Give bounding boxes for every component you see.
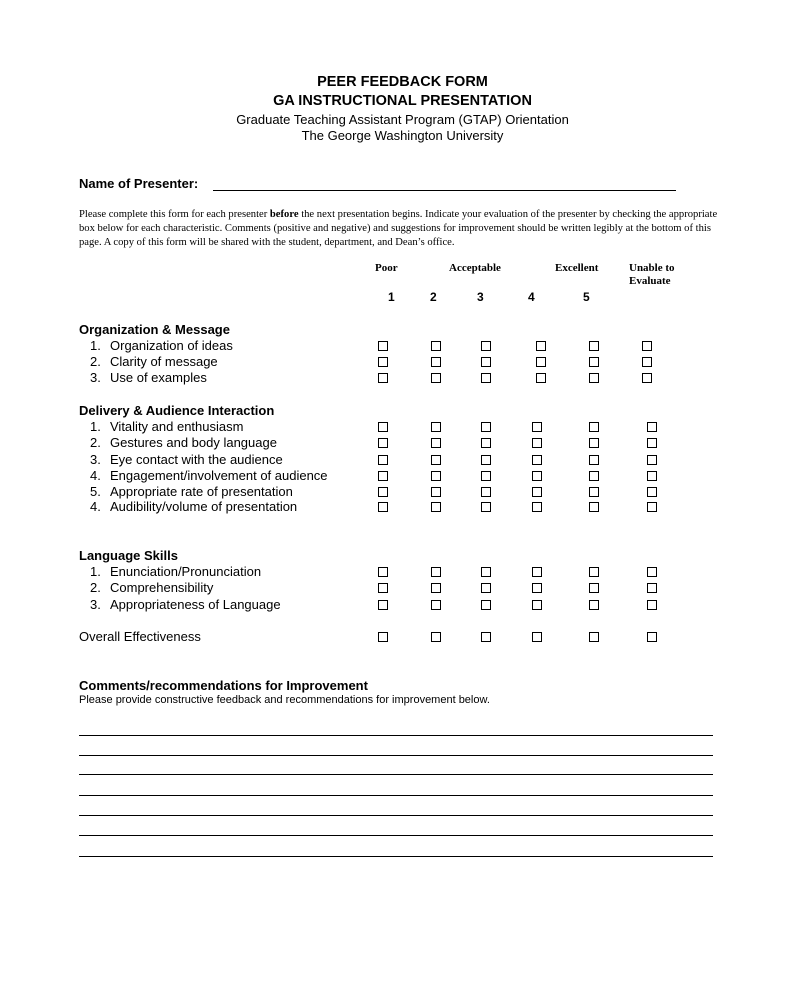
scale-number-5: 5 (583, 290, 590, 304)
overall-effectiveness-label: Overall Effectiveness (79, 629, 201, 644)
checkbox-comprehensibility-5[interactable] (589, 583, 599, 593)
checkbox-use-of-examples-1[interactable] (378, 373, 388, 383)
checkbox-gestures-4[interactable] (532, 438, 542, 448)
checkbox-gestures-5[interactable] (589, 438, 599, 448)
checkbox-rate-3[interactable] (481, 487, 491, 497)
checkbox-clarity-of-message-3[interactable] (481, 357, 491, 367)
university-name: The George Washington University (301, 128, 504, 143)
item-enunciation: 1. Enunciation/Pronunciation (90, 564, 262, 579)
item-clarity-of-message: 2. Clarity of message (90, 354, 218, 369)
checkbox-clarity-of-message-5[interactable] (589, 357, 599, 367)
checkbox-use-of-examples-3[interactable] (481, 373, 491, 383)
checkbox-vitality-3[interactable] (481, 422, 491, 432)
checkbox-engagement-3[interactable] (481, 471, 491, 481)
checkbox-gestures-3[interactable] (481, 438, 491, 448)
presenter-name-field[interactable] (213, 190, 676, 191)
comment-writing-line[interactable] (79, 755, 713, 756)
checkbox-clarity-of-message-4[interactable] (536, 357, 546, 367)
comment-writing-line[interactable] (79, 774, 713, 775)
instructions-part-1: Please complete this form for each presenter (79, 209, 270, 220)
checkbox-overall-effectiveness-1[interactable] (378, 632, 388, 642)
checkbox-rate-2[interactable] (431, 487, 441, 497)
comment-writing-line[interactable] (79, 856, 713, 857)
checkbox-vitality-1[interactable] (378, 422, 388, 432)
checkbox-comprehensibility-2[interactable] (431, 583, 441, 593)
checkbox-appropriateness-5[interactable] (589, 600, 599, 610)
checkbox-use-of-examples-5[interactable] (589, 373, 599, 383)
checkbox-vitality-5[interactable] (589, 422, 599, 432)
checkbox-comprehensibility-3[interactable] (481, 583, 491, 593)
comments-title: Comments/recommendations for Improvement (79, 678, 368, 693)
checkbox-overall-effectiveness-5[interactable] (589, 632, 599, 642)
checkbox-gestures-2[interactable] (431, 438, 441, 448)
scale-number-4: 4 (528, 290, 535, 304)
checkbox-enunciation-unable[interactable] (647, 567, 657, 577)
item-vitality: 1. Vitality and enthusiasm (90, 419, 244, 434)
checkbox-enunciation-1[interactable] (378, 567, 388, 577)
form-subtitle: GA INSTRUCTIONAL PRESENTATION (273, 93, 532, 109)
scale-label-unable: Unable to Evaluate (629, 262, 675, 287)
checkbox-engagement-2[interactable] (431, 471, 441, 481)
instructions-text (79, 208, 719, 250)
checkbox-organization-of-ideas-unable[interactable] (642, 341, 652, 351)
comment-writing-line[interactable] (79, 835, 713, 836)
checkbox-organization-of-ideas-4[interactable] (536, 341, 546, 351)
checkbox-organization-of-ideas-2[interactable] (431, 341, 441, 351)
checkbox-overall-effectiveness-4[interactable] (532, 632, 542, 642)
presenter-name-label: Name of Presenter: (79, 176, 199, 191)
scale-number-2: 2 (430, 290, 437, 304)
checkbox-appropriateness-2[interactable] (431, 600, 441, 610)
checkbox-clarity-of-message-unable[interactable] (642, 357, 652, 367)
checkbox-enunciation-3[interactable] (481, 567, 491, 577)
checkbox-rate-4[interactable] (532, 487, 542, 497)
section-title-organization: Organization & Message (79, 322, 230, 337)
section-title-delivery: Delivery & Audience Interaction (79, 403, 275, 418)
checkbox-overall-effectiveness-2[interactable] (431, 632, 441, 642)
checkbox-enunciation-2[interactable] (431, 567, 441, 577)
program-name: Graduate Teaching Assistant Program (GTAP) Orientation (236, 112, 569, 127)
comment-writing-line[interactable] (79, 795, 713, 796)
checkbox-appropriateness-3[interactable] (481, 600, 491, 610)
item-audibility: 4. Audibility/volume of presentation (90, 499, 298, 514)
checkbox-eye-contact-5[interactable] (589, 455, 599, 465)
comments-prompt: Please provide constructive feedback and recommendations for improvement below. (79, 694, 490, 706)
checkbox-gestures-unable[interactable] (647, 438, 657, 448)
checkbox-rate-unable[interactable] (647, 487, 657, 497)
checkbox-eye-contact-3[interactable] (481, 455, 491, 465)
comment-writing-line[interactable] (79, 815, 713, 816)
item-appropriateness: 3. Appropriateness of Language (90, 597, 281, 612)
checkbox-use-of-examples-unable[interactable] (642, 373, 652, 383)
checkbox-engagement-unable[interactable] (647, 471, 657, 481)
checkbox-clarity-of-message-1[interactable] (378, 357, 388, 367)
item-comprehensibility: 2. Comprehensibility (90, 580, 214, 595)
checkbox-use-of-examples-2[interactable] (431, 373, 441, 383)
checkbox-appropriateness-4[interactable] (532, 600, 542, 610)
checkbox-audibility-4[interactable] (532, 502, 542, 512)
checkbox-audibility-2[interactable] (431, 502, 441, 512)
scale-number-3: 3 (477, 290, 484, 304)
checkbox-eye-contact-2[interactable] (431, 455, 441, 465)
checkbox-eye-contact-unable[interactable] (647, 455, 657, 465)
checkbox-comprehensibility-4[interactable] (532, 583, 542, 593)
item-use-of-examples: 3. Use of examples (90, 370, 207, 385)
checkbox-appropriateness-unable[interactable] (647, 600, 657, 610)
instructions-emphasis: before (269, 209, 299, 220)
item-eye-contact: 3. Eye contact with the audience (90, 452, 283, 467)
checkbox-clarity-of-message-2[interactable] (431, 357, 441, 367)
checkbox-eye-contact-1[interactable] (378, 455, 388, 465)
checkbox-audibility-5[interactable] (589, 502, 599, 512)
checkbox-engagement-5[interactable] (589, 471, 599, 481)
checkbox-vitality-2[interactable] (431, 422, 441, 432)
checkbox-organization-of-ideas-5[interactable] (589, 341, 599, 351)
checkbox-enunciation-5[interactable] (589, 567, 599, 577)
item-engagement: 4. Engagement/involvement of audience (90, 468, 328, 483)
checkbox-rate-1[interactable] (378, 487, 388, 497)
checkbox-organization-of-ideas-1[interactable] (378, 341, 388, 351)
scale-number-1: 1 (388, 290, 395, 304)
checkbox-appropriateness-1[interactable] (378, 600, 388, 610)
checkbox-enunciation-4[interactable] (532, 567, 542, 577)
checkbox-audibility-3[interactable] (481, 502, 491, 512)
instructions-part-2: the next presentation begins. Indicate your evaluation of the presenter by checking the appropriate box below for each characteristic. Comments (positive and negative) and suggestions for improvement should be written legibly at the bottom of this page. A copy of this form will be shared with the student, department, and Dean’s office. (79, 209, 718, 248)
scale-label-excellent: Excellent (555, 262, 599, 274)
checkbox-vitality-4[interactable] (532, 422, 542, 432)
section-title-language: Language Skills (79, 548, 178, 563)
checkbox-eye-contact-4[interactable] (532, 455, 542, 465)
checkbox-use-of-examples-4[interactable] (536, 373, 546, 383)
checkbox-vitality-unable[interactable] (647, 422, 657, 432)
checkbox-rate-5[interactable] (589, 487, 599, 497)
item-gestures: 2. Gestures and body language (90, 435, 277, 450)
scale-label-acceptable: Acceptable (449, 262, 501, 274)
checkbox-gestures-1[interactable] (378, 438, 388, 448)
checkbox-engagement-1[interactable] (378, 471, 388, 481)
checkbox-overall-effectiveness-3[interactable] (481, 632, 491, 642)
checkbox-audibility-1[interactable] (378, 502, 388, 512)
item-organization-of-ideas: 1. Organization of ideas (90, 338, 233, 353)
checkbox-engagement-4[interactable] (532, 471, 542, 481)
checkbox-comprehensibility-unable[interactable] (647, 583, 657, 593)
comment-writing-line[interactable] (79, 735, 713, 736)
checkbox-overall-effectiveness-unable[interactable] (647, 632, 657, 642)
checkbox-organization-of-ideas-3[interactable] (481, 341, 491, 351)
form-title: PEER FEEDBACK FORM (317, 74, 488, 90)
checkbox-comprehensibility-1[interactable] (378, 583, 388, 593)
checkbox-audibility-unable[interactable] (647, 502, 657, 512)
scale-label-poor: Poor (375, 262, 398, 274)
item-rate: 5. Appropriate rate of presentation (90, 484, 293, 499)
